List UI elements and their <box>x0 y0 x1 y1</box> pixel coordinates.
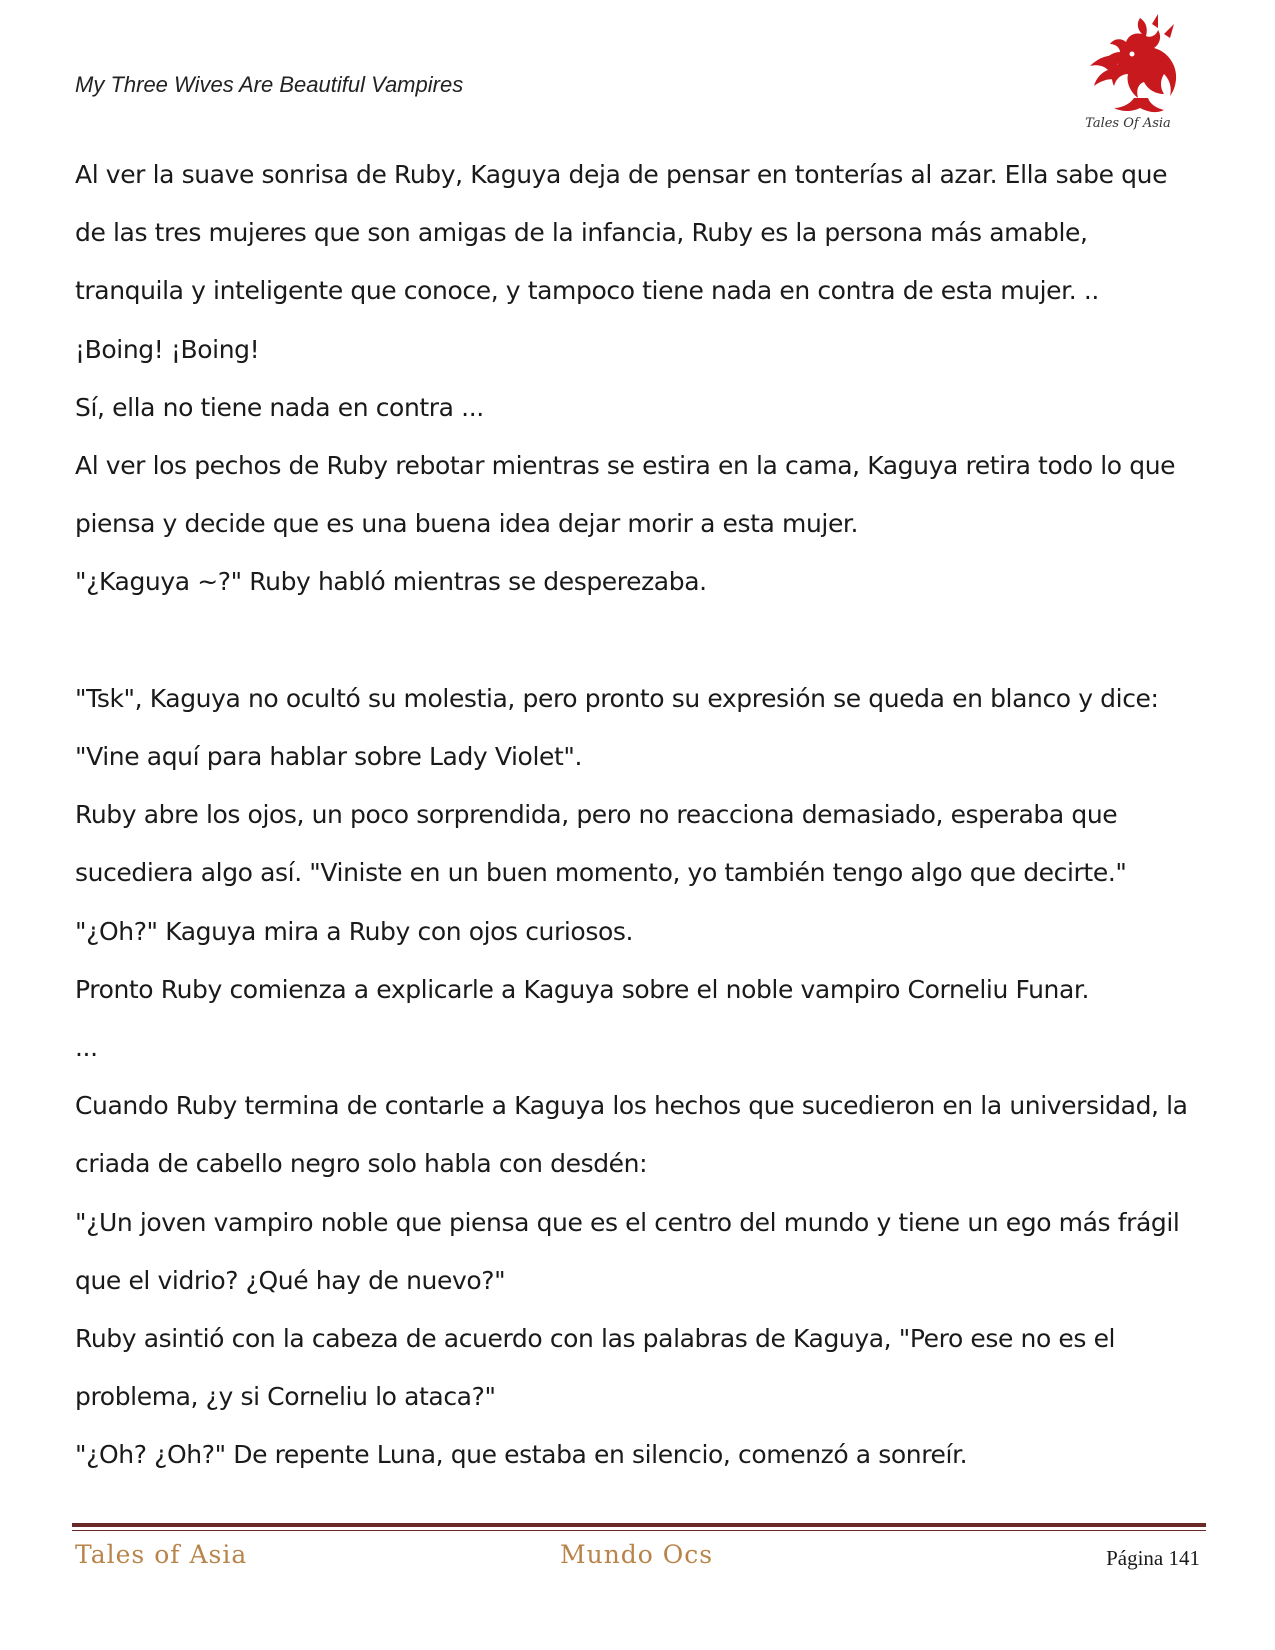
paragraph: "¿Un joven vampiro noble que piensa que es el centro del mundo y tiene un ego más frágil que el vidrio? ¿Qué hay de nuevo?" <box>75 1207 1180 1295</box>
paragraph: Sí, ella no tiene nada en contra ... <box>75 392 484 422</box>
paragraph: Al ver la suave sonrisa de Ruby, Kaguya deja de pensar en tonterías al azar. Ella sabe que de las tres mujeres que son amigas de la infancia, Ruby es la persona más amable, tranquila y inteligente que conoce, y tampoco tiene nada en contra de esta mujer. .. <box>75 160 1168 306</box>
paragraph: Ruby abre los ojos, un poco sorprendida, pero no reacciona demasiado, esperaba que sucediera algo así. "Viniste en un buen momento, yo también tengo algo que decirte." <box>75 800 1127 888</box>
footer-divider <box>72 1523 1206 1527</box>
paragraph: "¿Oh?" Kaguya mira a Ruby con ojos curiosos. <box>75 916 634 946</box>
paragraph: ¡Boing! ¡Boing! <box>75 334 260 364</box>
paragraph: "¿Kaguya ~?" Ruby habló mientras se desperezaba. <box>75 567 707 597</box>
footer-center-text: Mundo Ocs <box>560 1540 714 1569</box>
footer-divider-thin <box>72 1530 1206 1531</box>
page-header-title: My Three Wives Are Beautiful Vampires <box>75 72 464 97</box>
paragraph: Al ver los pechos de Ruby rebotar mientras se estira en la cama, Kaguya retira todo lo que piensa y decide que es una buena idea dejar morir a esta mujer. <box>75 451 1176 539</box>
page-number: Página 141 <box>1106 1546 1200 1570</box>
document-body <box>75 146 1200 1485</box>
paragraph: Ruby asintió con la cabeza de acuerdo con las palabras de Kaguya, "Pero ese no es el problema, ¿y si Corneliu lo ataca?" <box>75 1324 1116 1412</box>
blank-line <box>75 612 1200 670</box>
footer-left-text: Tales of Asia <box>75 1540 248 1569</box>
paragraph: "¿Oh? ¿Oh?" De repente Luna, que estaba en silencio, comenzó a sonreír. <box>75 1440 968 1470</box>
paragraph: Pronto Ruby comienza a explicarle a Kaguya sobre el noble vampiro Corneliu Funar. <box>75 974 1090 1004</box>
paragraph: Cuando Ruby termina de contarle a Kaguya los hechos que sucedieron en la universidad, la criada de cabello negro solo habla con desdén: <box>75 1091 1188 1179</box>
logo-caption: Tales Of Asia <box>1085 116 1171 131</box>
paragraph: "Tsk", Kaguya no ocultó su molestia, pero pronto su expresión se queda en blanco y dice: "Vine aquí para hablar sobre Lady Violet". <box>75 683 1159 772</box>
paragraph: ... <box>75 1033 98 1063</box>
